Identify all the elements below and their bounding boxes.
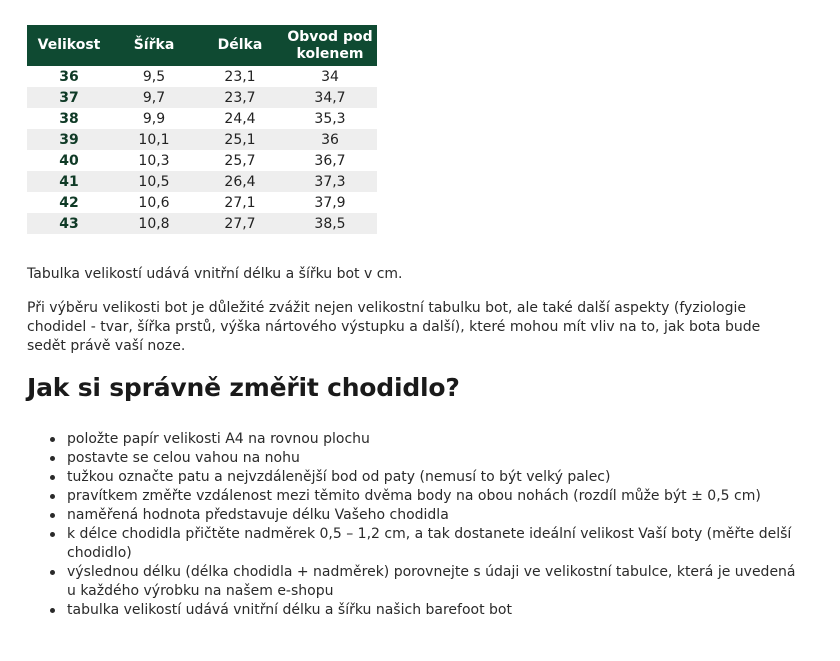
list-item (67, 525, 797, 563)
cell-length: 27,1 (224, 194, 256, 211)
size-table-note: Tabulka velikostí udává vnitřní délku a šířku bot v cm. (27, 266, 403, 282)
table-row (27, 213, 377, 234)
cell-calf-circumference: 37,9 (314, 194, 346, 211)
header-width: Šířka (111, 25, 197, 66)
cell-size: 43 (27, 213, 111, 234)
cell-calf-circumference: 34 (321, 68, 339, 85)
cell-calf-circumference: 36 (283, 129, 377, 150)
cell-calf-circumference: 36,7 (314, 152, 346, 169)
list-item-text: tabulka velikostí udává vnitřní délku a šířku našich barefoot bot (67, 602, 512, 618)
bullet-icon (50, 475, 55, 480)
cell-width: 10,3 (138, 152, 170, 169)
list-item (67, 487, 797, 506)
list-item (67, 430, 797, 449)
table-row (27, 87, 377, 108)
table-row (27, 171, 377, 192)
header-size: Velikost (27, 25, 111, 66)
list-item-text: pravítkem změřte vzdálenost mezi těmito dvěma body na obou nohách (rozdíl může být ± 0,5 cm) (67, 488, 761, 504)
cell-length: 26,4 (197, 171, 283, 192)
cell-size: 38 (59, 110, 79, 127)
table-row (27, 129, 377, 150)
size-table-header-row (27, 25, 377, 66)
cell-size: 39 (27, 129, 111, 150)
header-calf-circumference: Obvod pod kolenem (283, 25, 377, 66)
cell-size: 42 (59, 194, 79, 211)
bullet-icon (50, 608, 55, 613)
bullet-icon (50, 494, 55, 499)
list-item (67, 468, 797, 487)
cell-calf-circumference: 38,5 (283, 213, 377, 234)
cell-size: 36 (59, 68, 79, 85)
list-item-text: výslednou délku (délka chodidla + nadměrek) porovnejte s údaji ve velikostní tabulce, která je uvedená u každého výrobku na našem e-shopu (67, 564, 796, 599)
cell-calf-circumference: 37,3 (283, 171, 377, 192)
cell-length: 24,4 (224, 110, 256, 127)
list-item-text: tužkou označte patu a nejvzdálenější bod od paty (nemusí to být velký palec) (67, 469, 611, 485)
table-row (27, 108, 377, 129)
cell-size: 41 (27, 171, 111, 192)
list-item-text: položte papír velikosti A4 na rovnou plochu (67, 431, 370, 447)
cell-calf-circumference: 35,3 (314, 110, 346, 127)
list-item-text: postavte se celou vahou na nohu (67, 450, 300, 466)
list-item (67, 449, 797, 468)
list-item (67, 506, 797, 525)
cell-length: 23,1 (224, 68, 256, 85)
bullet-icon (50, 437, 55, 442)
measurement-steps-list (27, 430, 797, 620)
cell-length: 25,7 (224, 152, 256, 169)
cell-length: 25,1 (197, 129, 283, 150)
table-row (27, 192, 377, 213)
section-heading: Jak si správně změřit chodidlo? (27, 373, 460, 402)
cell-width: 9,7 (111, 87, 197, 108)
table-row (27, 66, 377, 87)
cell-size: 40 (59, 152, 79, 169)
cell-width: 10,8 (111, 213, 197, 234)
size-table (27, 25, 377, 234)
cell-length: 27,7 (197, 213, 283, 234)
cell-width: 10,5 (111, 171, 197, 192)
bullet-icon (50, 456, 55, 461)
cell-width: 10,1 (111, 129, 197, 150)
cell-width: 10,6 (138, 194, 170, 211)
list-item-text: k délce chodidla přičtěte nadměrek 0,5 – 1,2 cm, a tak dostanete ideální velikost Vaší boty (měřte delší chodidlo) (67, 526, 792, 561)
bullet-icon (50, 532, 55, 537)
cell-size: 37 (27, 87, 111, 108)
cell-width: 9,5 (142, 68, 166, 85)
bullet-icon (50, 513, 55, 518)
header-length: Délka (197, 25, 283, 66)
cell-width: 9,9 (142, 110, 166, 127)
list-item (67, 563, 797, 601)
cell-calf-circumference: 34,7 (283, 87, 377, 108)
list-item (67, 601, 797, 620)
sizing-advice-paragraph: Při výběru velikosti bot je důležité zvážit nejen velikostní tabulku bot, ale také další aspekty (fyziologie chodidel - tvar, šířka prstů, výška nártového výstupku a další), které mohou mít vliv na to, jak bota bude sedět právě vaší noze. (27, 300, 761, 354)
cell-length: 23,7 (197, 87, 283, 108)
bullet-icon (50, 570, 55, 575)
table-row (27, 150, 377, 171)
list-item-text: naměřená hodnota představuje délku Vašeho chodidla (67, 507, 449, 523)
